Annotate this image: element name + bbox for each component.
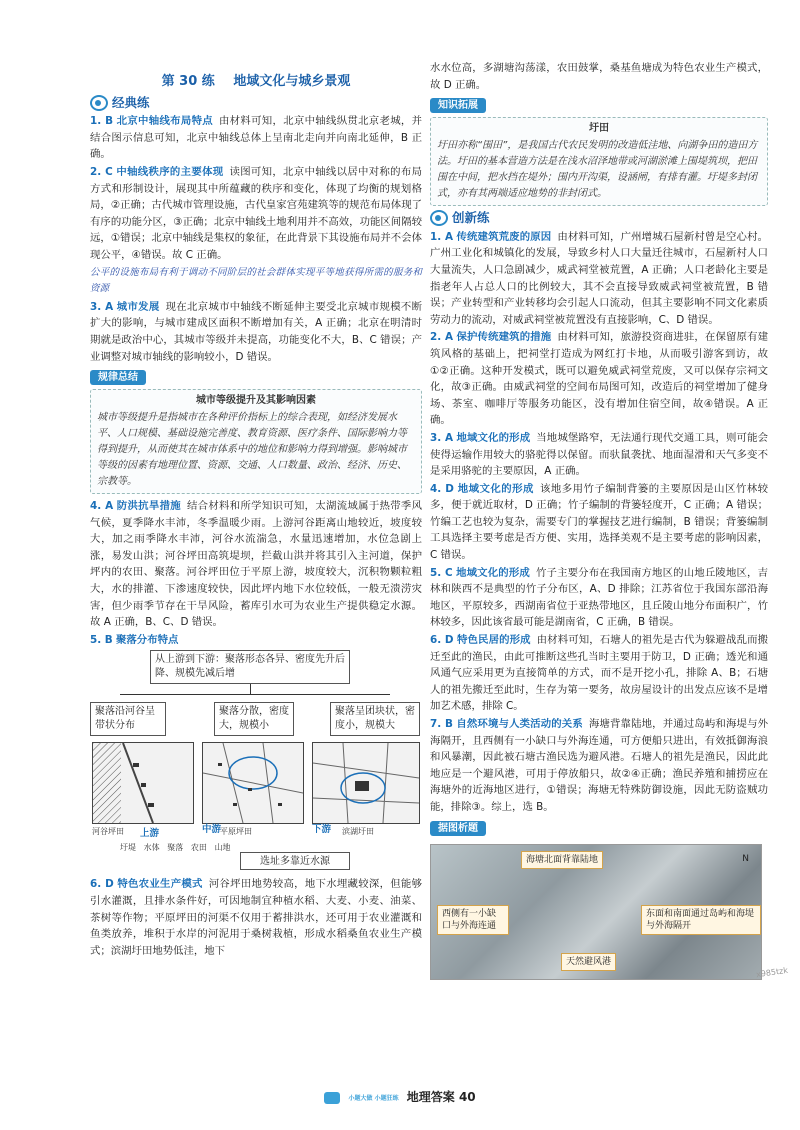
- map-downstream: [312, 742, 420, 824]
- footer-page-label: 地理答案 40: [406, 1090, 476, 1104]
- diagram-bottom-box: 选址多靠近水源: [240, 852, 350, 870]
- answer-3: [90, 299, 422, 365]
- section-innovate: [430, 210, 768, 227]
- answer-r2: [430, 329, 768, 429]
- photo-label-east: 东面和南面通过岛屿和海堤与外海隔开: [641, 905, 761, 935]
- label-midstream: 中游: [202, 824, 222, 836]
- diagram-box-upstream: 聚落沿河谷呈带状分布: [90, 702, 166, 736]
- photo-label-west: 西侧有一小缺口与外海连通: [437, 905, 509, 935]
- answer-number: 1. A: [430, 230, 453, 243]
- answer-keyword: 保护传统建筑的措施: [456, 331, 552, 344]
- answer-r3: [430, 430, 768, 480]
- photo-label-north: 海塘北面背靠陆地: [521, 851, 603, 869]
- answer-keyword: 地域文化的形成: [456, 431, 531, 444]
- answer-text: 海塘背靠陆地，并通过岛屿和海堤与外海隔开，且西侧有一小缺口与外海连通，可方便船只进出，有效抵御海浪和风暴潮，因此被石塘古渔民选为避风港。石塘人的祖先是渔民，因此此地应是一个避风港，可用于停放船只，故②④正确；渔民养殖和捕捞应在海塘外的近海地区进行，①错误；海塘无特殊防御设施，因此无防盗贼功能，排除③。综上，选 B。: [430, 718, 769, 813]
- answer-keyword: 自然环境与人类活动的关系: [456, 718, 583, 730]
- answer-text: 当地城堡路窄，无法通行现代交通工具，则可能会使得运输作用较大的骆驼得以保留。而驮鼠袭扰、地面湿滑和天气多变不是采用骆驼的主要原因，A 正确。: [430, 431, 769, 478]
- label-downstream: 下游: [312, 824, 332, 836]
- rule-summary-box: [90, 389, 422, 494]
- label-upstream-small: 河谷坪田: [92, 827, 124, 837]
- rule-summary-title: 城市等级提升及其影响因素: [196, 395, 316, 407]
- knowledge-title: 圩田: [589, 123, 609, 135]
- answer-number: 4. D: [430, 482, 454, 495]
- answer-keyword: 特色民居的形成: [457, 634, 531, 647]
- answer-r5: [430, 565, 768, 631]
- answer-keyword: 防洪抗旱措施: [116, 500, 181, 513]
- diagram-connector: [250, 684, 251, 694]
- answer-number: 5. B: [90, 633, 113, 646]
- answer-text: 该地多用竹子编制背篓的主要原因是山区竹林较多，便于就近取材，D 正确；竹子编制的背篓轻度开，C 正确；: [430, 482, 769, 512]
- answer-text: 由材料可知，广州增城石屋新村曾是空心村。广州工业化和城镇化的发展，导致乡村人口大量迁往城市，石屋新村人口大量流失，人口急剧减少，威武祠堂被荒置，A 正确；人口老龄化主要是指老年人占总人口的比例较大，其不会直接导致威武祠堂被荒置，B 错误；产业转型和产业转移均会引起人口流动，但其主要影响不同文化素质劳动力的流动，对威武祠堂被荒置没有直接影响，C、D 错误。: [430, 230, 769, 326]
- answer-5: [90, 632, 422, 649]
- answer-4: [90, 498, 422, 631]
- right-column: [430, 60, 768, 980]
- answer-text: 由材料可知，北京中轴线纵贯北京老城，并结合图示信息可知，北京中轴线总体上呈南北走向并向南北延伸，B 正确。: [90, 115, 423, 161]
- legend-item: 山地: [214, 843, 231, 853]
- answer-2: [90, 164, 422, 264]
- answer-keyword: 地域文化的形成: [456, 566, 530, 579]
- lightbulb-icon: [430, 210, 448, 226]
- answer-text: 现在北京城市中轴线不断延伸主要受北京城市规模不断扩大的影响，与城市建成区面积不断增加有关，A 正确；北京在明清时期就是政治中心，其城市等级并未提高，功能变化不大，B、C 错误；产业调整对城市轴线的影响较小，D 错误。: [90, 300, 423, 363]
- section-innovate-label: 创新练: [452, 210, 490, 226]
- map-midstream: [202, 742, 304, 824]
- map-midstream-svg: [203, 743, 303, 823]
- section-classic: [90, 95, 422, 112]
- label-downstream-small: 滨湖圩田: [342, 827, 374, 837]
- map-downstream-svg: [313, 743, 419, 823]
- answer-number: 6. D: [90, 878, 114, 891]
- footer-tiny-text: 小题大做 小题狂练: [348, 1095, 399, 1102]
- answer-text: 由材料可知，石塘人的祖先是古代为躲避战乱而搬迁至此的渔民，由此可推断这些孔当时主要用于防卫，D 正确；透光和通风通气应采用更为直接简单的方式，而不是开挖小孔，排除 A、B；石塘人的祖先搬迁至此时，生存为第一要务，故房屋设计的出发点应该不是增加艺术感，排除 C。: [430, 634, 769, 713]
- answer-text: 由材料可知，旅游投资商进驻，在保留原有建筑风格的基础上，把祠堂打造成为网红打卡地，从而吸引游客到访，故①②正确。这种开发模式，既可以避免威武祠堂荒废，又可以保存宗祠文化，故③正确。由威武祠堂的空间布局图可知，改造后的祠堂增加了健身场、茶室、咖啡厅等服务功能区，没有增加住宿空间，故④错误。A 正确。: [430, 331, 769, 427]
- answer-keyword: 聚落分布特点: [116, 633, 179, 646]
- answer-text: 读图可知，北京中轴线以居中对称的布局方式和形制设计，展现其中所蕴藏的秩序和变化，体现了均衡的规划格局，②正确；古代城市管理设施，古代皇家宫苑建筑等的规范布局体现了有序的功能分区，③正确；北京中轴线土地利用并不高效，功能区间隔较远，①错误；北京中轴线是集权的象征，在此背景下其设施布局并不会体现公平，④错误。故 C 正确。: [90, 165, 422, 261]
- diagram-connector: [120, 694, 390, 695]
- answer-keyword: 特色农业生产模式: [117, 878, 203, 891]
- photo-label-harbor: 天然避风港: [561, 953, 616, 971]
- answer-r6: [430, 632, 768, 715]
- answer-text: 结合材料和所学知识可知，太湖流域属于热带季风气候，夏季降水丰沛，冬季温暖少雨。上游河谷距离山地较近，坡度较大，加之雨季降水丰沛，河谷水流湍急，水量迅速增加，水位急剧上涨，易发山洪；河谷坪田高筑堤坝，拦截山洪并将其引入主河道，保护坪内的农田、聚落。河谷坪田位于平原上游，坡度较大，沉积物颗粒粗大，水的排灌、下渗速度较快，因此坪内地下水位较低，一般无溃涝灾害，但少雨季节存在干旱风险，蓄库引水可为农业生产提供稳定水源。故 A 正确，B、C、D 错误。: [90, 500, 423, 629]
- answer-6: [90, 876, 422, 959]
- answer-keyword: 中轴线秩序的主要体现: [116, 165, 224, 178]
- diagram-top-box: 从上游到下游：聚落形态各异、密度先升后降、规模先减后增: [150, 650, 350, 684]
- answer-number: 4. A: [90, 500, 114, 513]
- answer-number: 3. A: [430, 431, 453, 444]
- rule-summary-text: 城市等级提升是指城市在各种评价指标上的综合表现，如经济发展水平、人口规模、基础设施完善度、教育资源、医疗条件、国际影响力等得到提升，从而使其在城市体系中的地位和影响力得到增强。影响城市等级的因素有地理位置、资源、交通、人口数量、政治、经济、历史、宗教等。: [97, 412, 407, 488]
- handwritten-note: 公平的设施布局有利于调动不同阶层的社会群体实现平等地获得所需的服务和资源: [90, 266, 422, 295]
- legend-item: 水体: [143, 843, 160, 853]
- knowledge-text: 圩田亦称“围田”，是我国古代农民发明的改造低洼地、向湖争田的造田方法。圩田的基本营造方法是在浅水沼泽地带或河湖淤滩上围堤筑坝，把田围在中间，把水挡在堤外；围内开沟渠，设涵闸，有排有灌。圩堤多封闭式，亦有其两端适应地势的非封闭式。: [437, 140, 758, 200]
- label-upstream: 上游: [140, 828, 160, 840]
- answer-number: 2. C: [90, 165, 113, 178]
- answer-text: 竹子主要分布在我国南方地区的山地丘陵地区，吉林和陕西不是典型的竹子分布区，A、D 排除；江苏省位于我国东部沿海地区，平原较多，西湖南省位于亚热带地区，且丘陵山地分布面积广，竹林较多，因此该省最可能是湖南省，C 正确，B 错误。: [430, 566, 769, 629]
- diagram-box-downstream: 聚落呈团块状，密度小，规模大: [330, 702, 420, 736]
- legend-item: 聚落: [167, 843, 184, 853]
- map-upstream: [92, 742, 194, 824]
- answer-number: 7. B: [430, 718, 453, 730]
- answer-number: 2. A: [430, 331, 453, 344]
- answer-r7: [430, 716, 768, 816]
- answer-text: 河谷坪田地势较高，地下水埋藏较深，但能够引水灌溉，且排水条件好，可因地制宜种植水稻、大麦、小麦、油菜、茶树等作物；平原坪田的河渠不仅用于蓄排洪水，还可用于农业灌溉和鱼类放养，堆积于水岸的河泥用于桑树栽植，形成水稻桑鱼农业生产模式；滨湖圩田地势低洼，地下: [90, 878, 423, 957]
- search-icon: [90, 95, 108, 111]
- knowledge-box: [430, 117, 768, 206]
- answer-number: 5. C: [430, 566, 453, 579]
- answer-keyword: 地域文化的形成: [457, 482, 534, 495]
- diagram-box-midstream: 聚落分散，密度大，规模小: [214, 702, 294, 736]
- answer-keyword: 城市发展: [116, 300, 160, 313]
- aerial-photo: [430, 844, 762, 980]
- answer-text-continued: A 错误；竹编工艺也较为复杂，需要专门的掌握技艺进行编制，B 错误；背篓编制工具选择主要考虑是否方便、实用，选择美观不是主要考虑的影响因素，C 错误。: [430, 499, 768, 562]
- label-midstream-small: 平原坪田: [220, 827, 252, 837]
- watermark: x985tzk: [755, 965, 789, 980]
- answer-r1: [430, 229, 768, 329]
- section-classic-label: 经典练: [112, 94, 150, 110]
- rule-summary-tag: 规律总结: [90, 370, 146, 385]
- legend-item: 圩堤: [120, 843, 136, 853]
- answer-number: 6. D: [430, 634, 454, 647]
- answer-1: [90, 113, 422, 163]
- answer-keyword: 传统建筑荒废的原因: [456, 230, 552, 243]
- knowledge-tag: 知识拓展: [430, 98, 486, 113]
- figure-analysis-tag: 据图析题: [430, 821, 486, 836]
- answer-number: 1. B: [90, 115, 114, 128]
- legend-item: 农田: [190, 843, 207, 853]
- exercise-title: 地域文化与城乡景观: [233, 74, 351, 89]
- map-legend: [120, 840, 231, 857]
- page-title: [90, 74, 422, 91]
- exercise-number: 第 30 练: [161, 74, 215, 89]
- answer-r4: [430, 481, 768, 564]
- answer-keyword: 北京中轴线布局特点: [116, 115, 213, 128]
- page-footer: [0, 1088, 800, 1105]
- publisher-logo-icon: [324, 1092, 340, 1104]
- left-column: [90, 60, 422, 960]
- answer-number: 3. A: [90, 300, 114, 313]
- settlement-diagram: [90, 650, 420, 870]
- compass-north-icon: N: [742, 853, 749, 864]
- map-upstream-svg: [93, 743, 193, 823]
- answer-6-continued: 水水位高，多湖塘沟荡漾，农田鼓掌，桑基鱼塘成为特色农业生产模式，故 D 正确。: [430, 62, 768, 91]
